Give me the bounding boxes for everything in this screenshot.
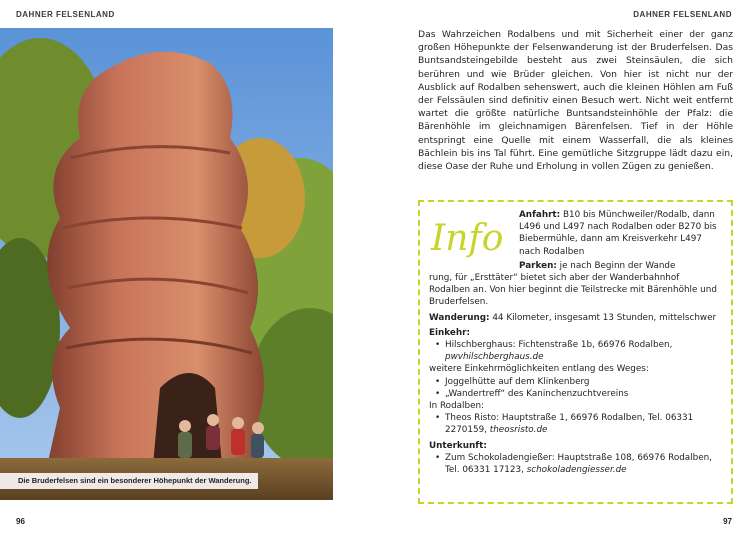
info-box — [418, 200, 733, 504]
page-number-right: 97 — [723, 517, 732, 526]
bruderfelsen-photo — [0, 28, 333, 500]
anfahrt-label: Anfahrt: — [519, 210, 561, 220]
wanderung-label: Wanderung: — [429, 312, 490, 323]
photo-caption: Die Bruderfelsen sind ein besonderer Höhepunkt der Wanderung. — [0, 473, 258, 489]
page-number-left: 96 — [16, 517, 25, 526]
running-head-right: DAHNER FELSENLAND — [633, 10, 732, 19]
right-page — [375, 0, 750, 538]
photo-illustration — [0, 28, 333, 500]
in-rodalben-label: In Rodalben: — [429, 401, 485, 412]
anfahrt-text: B10 bis Münchweiler/Rodalb, dann L496 und L497 nach Rodalben oder B270 bis Biebermühle, dann am Kreisverkehr L497 nach Rodalben — [519, 210, 717, 257]
rodalben-1-text: Theos Risto: Hauptstraße 1, 66976 Rodalben, Tel. 06331 2270159, — [445, 413, 694, 436]
einkehr-item-1 — [429, 339, 722, 363]
anfahrt-block — [519, 209, 722, 258]
wanderung-text: 44 Kilometer, insgesamt 13 Stunden, mittelschwer — [489, 312, 717, 323]
einkehr-item-3: • „Wandertreff“ des Kaninchenzuchtvereins — [429, 388, 722, 400]
running-head-left: DAHNER FELSENLAND — [16, 10, 115, 19]
einkehr-label: Einkehr: — [429, 327, 470, 338]
rodalben-item-1 — [429, 412, 722, 436]
einkehr-1-text: Hilschberghaus: Fichtenstraße 1b, 66976 Rodalben, — [445, 340, 673, 351]
wanderung-block — [429, 312, 722, 324]
info-logo — [427, 210, 513, 266]
einkehr-more: weitere Einkehrmöglichkeiten entlang des Weges: — [429, 364, 649, 375]
unterkunft-1-url[interactable]: schokoladengiesser.de — [526, 465, 627, 476]
parken-block-a — [519, 260, 722, 272]
unterkunft-item-1 — [429, 452, 722, 476]
parken-label: Parken: — [519, 260, 557, 271]
info-logo-text: Info — [431, 218, 504, 259]
unterkunft-1-text: Zum Schokoladengießer: Hauptstraße 108, 66976 Rodalben, Tel. 06331 17123, — [445, 452, 712, 476]
einkehr-1-url[interactable]: pwvhilschberghaus.de — [445, 352, 544, 363]
body-text: Das Wahrzeichen Rodalbens und mit Sicherheit einer der ganz großen Höhepunkte der Felsenwanderung ist der Bruderfelsen. Das Buntsandsteingebilde besteht aus zwei Steinsäulen, die sich berühren und wie Brüder gleichen. Von hier ist nicht nur der Ausblick auf Rodalben sehenswert, auch die kleinen Höhlen am Fuß der Felssäulen sind definitiv einen Besuch wert. Nicht weit entfernt wartet die größte natürliche Buntsandsteinhöhle der Pfalz: die Bärenhöhle im gleichnamigen Bärenfelsen. Tief in der Höhle entspringt eine Quelle mit einem Wasserfall, die als kleines Bächlein bis ins Tal führt. Eine gemütliche Sitzgruppe lädt dazu ein, diese Oase der Ruhe und Erholung in vollen Zügen zu genießen. — [418, 29, 733, 173]
rodalben-1-url[interactable]: theosristo.de — [489, 425, 548, 436]
einkehr-item-2: • Joggelhütte auf dem Klinkenberg — [429, 376, 722, 388]
parken-text-a: je nach Beginn der Wande — [556, 260, 676, 271]
unterkunft-label: Unterkunft: — [429, 440, 487, 451]
parken-text-b: rung, für „Ersttäter“ bietet sich aber der Wanderbahnhof Rodalben an. Von hier beginnt die Teilstrecke mit Bärenhöhle und Bruderfelsen. — [429, 273, 717, 308]
